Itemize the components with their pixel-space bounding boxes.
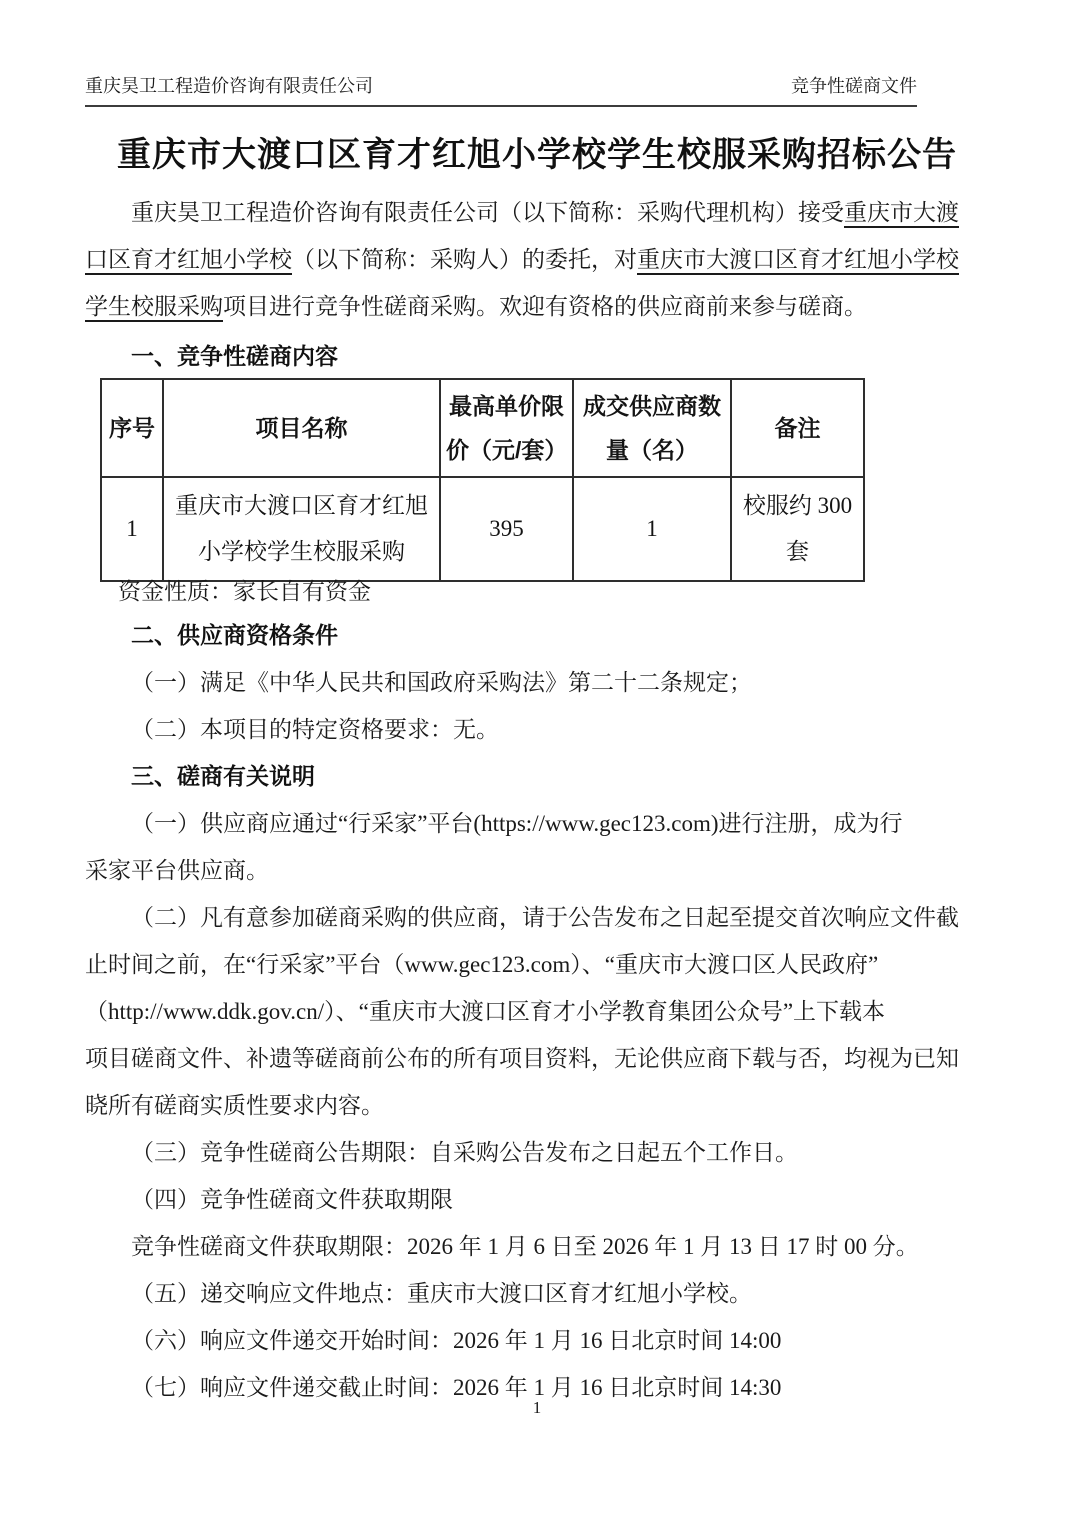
section-3-line: （三）竞争性磋商公告期限：自采购公告发布之日起五个工作日。: [131, 1140, 798, 1165]
text: 重庆昊卫工程造价咨询有限责任公司（以下简称：采购代理机构）接受: [131, 200, 844, 225]
intro-line: [85, 189, 1010, 236]
page-number: 1: [532, 1398, 542, 1417]
section-3-heading: 三、磋商有关说明: [131, 763, 315, 789]
section-2-heading: 二、供应商资格条件: [131, 622, 338, 648]
section-2-item-2: （二）本项目的特定资格要求：无。: [131, 717, 499, 742]
table-row: [101, 477, 864, 581]
section-3-body: [85, 800, 1010, 1411]
section-3-line: 项目磋商文件、补遗等磋商前公布的所有项目资料，无论供应商下载与否，均视为已知: [85, 1046, 959, 1071]
section-3-line: 采家平台供应商。: [85, 858, 269, 883]
cell-supplier-count: 1: [573, 477, 731, 581]
section-3-line: 止时间之前，在“行采家”平台（www.gec123.com）、“重庆市大渡口区人民政府”: [85, 952, 879, 977]
underlined-text: 重庆市大渡口区育才红旭小学校: [637, 247, 959, 272]
underlined-text: 重庆市大渡: [844, 200, 959, 225]
cell-project-name: 重庆市大渡口区育才红旭小学校学生校服采购: [163, 477, 440, 581]
col-header-no: 序号: [101, 379, 163, 477]
cell-price-limit: 395: [440, 477, 573, 581]
cell-no: 1: [101, 477, 163, 581]
section-3-line: （http://www.ddk.gov.cn/）、“重庆市大渡口区育才小学教育集团公众号”上下载本: [85, 999, 886, 1024]
text: （以下简称：采购人）的委托，对: [292, 247, 637, 272]
col-header-remark: 备注: [731, 379, 864, 477]
document-title: 重庆市大渡口区育才红旭小学校学生校服采购招标公告: [117, 136, 957, 174]
text: 项目进行竞争性磋商采购。欢迎有资格的供应商前来参与磋商。: [223, 294, 867, 319]
section-3-line: （一）供应商应通过“行采家”平台(https://www.gec123.com)进行注册，成为行: [131, 811, 903, 836]
section-3-line: （四）竞争性磋商文件获取期限: [131, 1187, 453, 1212]
cell-remark: 校服约 300 套: [731, 477, 864, 581]
section-3-line: 晓所有磋商实质性要求内容。: [85, 1093, 384, 1118]
col-header-supplier-count: 成交供应商数量（名）: [573, 379, 731, 477]
intro-line: [85, 283, 1010, 330]
section-1-heading: 一、竞争性磋商内容: [131, 343, 338, 369]
section-3-line: （五）递交响应文件地点：重庆市大渡口区育才红旭小学校。: [131, 1281, 752, 1306]
header-doc-type: 竞争性磋商文件: [791, 76, 917, 96]
intro-line: [85, 236, 1010, 283]
col-header-price-limit: 最高单价限价（元/套）: [440, 379, 573, 477]
table-header-row: [101, 379, 864, 477]
intro-paragraph: [85, 189, 1010, 330]
section-3-line: （六）响应文件递交开始时间：2026 年 1 月 16 日北京时间 14:00: [131, 1328, 782, 1353]
section-3-line: （七）响应文件递交截止时间：2026 年 1 月 16 日北京时间 14:30: [131, 1375, 782, 1400]
header-company: 重庆昊卫工程造价咨询有限责任公司: [85, 76, 373, 96]
section-3-line: 竞争性磋商文件获取期限：2026 年 1 月 6 日至 2026 年 1 月 13 日 17 时 00 分。: [131, 1234, 919, 1259]
page-header: [85, 74, 917, 107]
section-2-item-1: （一）满足《中华人民共和国政府采购法》第二十二条规定；: [131, 670, 752, 695]
underlined-text: 口区育才红旭小学校: [85, 247, 292, 272]
procurement-table: [100, 378, 865, 582]
section-3-line: （二）凡有意参加磋商采购的供应商，请于公告发布之日起至提交首次响应文件截: [131, 905, 959, 930]
col-header-project-name: 项目名称: [163, 379, 440, 477]
underlined-text: 学生校服采购: [85, 294, 223, 319]
fund-nature-note: 资金性质：家长自有资金: [118, 579, 371, 604]
